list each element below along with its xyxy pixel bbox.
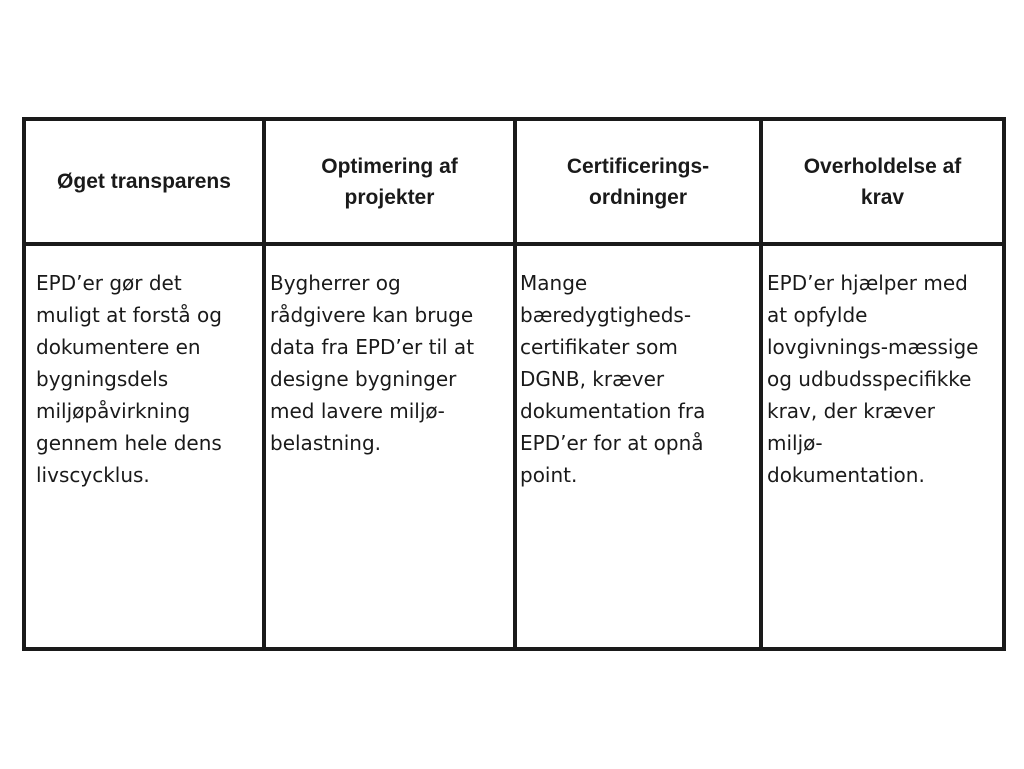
cell-compliance: EPD’er hjælper med at opfylde lovgivnings-mæssige og udbudsspecifikke krav, der kræver miljø- dokumentation. xyxy=(767,271,979,487)
cell-optimization: Bygherrer og rådgivere kan bruge data fra EPD’er til at designe bygninger med lavere miljø- belastning. xyxy=(270,271,475,455)
header-optimization-label: Optimering af projekter xyxy=(321,154,458,209)
header-compliance xyxy=(763,121,1002,242)
info-table xyxy=(22,117,1006,651)
header-certification xyxy=(517,121,759,242)
header-optimization xyxy=(266,121,513,242)
header-certification-label: Certificerings- ordninger xyxy=(566,154,710,209)
header-transparency xyxy=(26,121,262,242)
cell-certification: Mange bæredygtigheds- certifikater som DGNB, kræver dokumentation fra EPD’er for at opnå point. xyxy=(520,271,706,487)
cell-transparency: EPD’er gør det muligt at forstå og dokumentere en bygningsdels miljøpåvirkning gennem hele dens livscycklus. xyxy=(36,271,222,487)
header-transparency-label: Øget transparens xyxy=(57,170,231,193)
header-compliance-label: Overholdelse af krav xyxy=(803,154,962,209)
